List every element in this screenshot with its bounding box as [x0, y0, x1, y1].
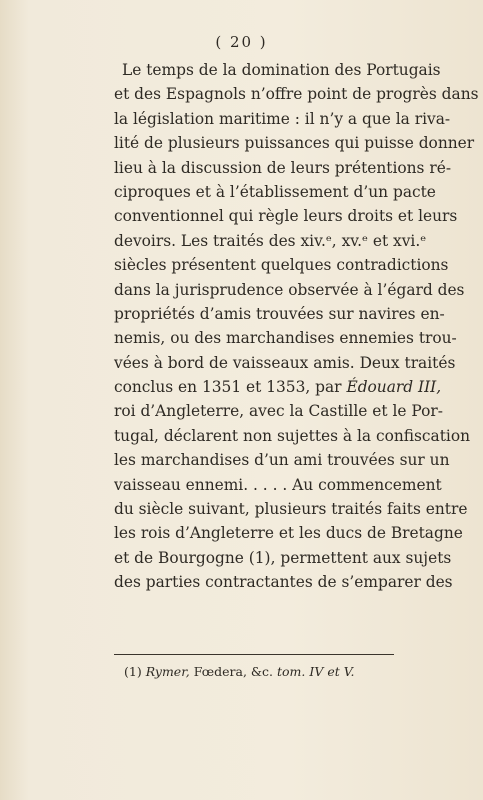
text-line: des parties contractantes de s’emparer des — [114, 573, 453, 592]
text-line: du siècle suivant, plusieurs traités faits entre — [114, 500, 468, 519]
page-number: ( 20 ) — [215, 33, 268, 51]
text-line: vées à bord de vaisseaux amis. Deux traités — [114, 353, 456, 372]
text-line: les rois d’Angleterre et les ducs de Bretagne — [114, 524, 463, 543]
footnote-tom: tom. — [277, 664, 306, 679]
text-line: lité de plusieurs puissances qui puisse donner — [114, 134, 475, 153]
text-line: conventionnel qui règle leurs droits et leurs — [114, 207, 458, 226]
footnote-marker: (1) — [124, 664, 142, 679]
text-line: nemis, ou des marchandises ennemies trou- — [114, 329, 457, 348]
text-line: siècles présentent quelques contradictions — [114, 256, 449, 275]
text-line: lieu à la discussion de leurs prétentions ré- — [114, 158, 452, 177]
edouard-name: Édouard III, — [346, 378, 442, 397]
text-line: vaisseau ennemi. . . . . Au commencement — [114, 475, 442, 494]
text-line: et des Espagnols n’offre point de progrès dans — [114, 85, 479, 104]
footnote-volumes: IV et V. — [309, 664, 355, 679]
text-line-edouard — [114, 375, 442, 399]
text-line: propriétés d’amis trouvées sur navires en- — [114, 304, 445, 323]
body-text — [114, 58, 479, 595]
footnote — [124, 664, 355, 679]
footnote-work: Fœdera, &c. — [193, 664, 274, 679]
footnote-rule — [114, 654, 394, 655]
text-line: et de Bourgogne (1), permettent aux sujets — [114, 548, 452, 567]
text-line: les marchandises d’un ami trouvées sur un — [114, 451, 450, 470]
text-line: Le temps de la domination des Portugais — [122, 61, 441, 79]
text-line: dans la jurisprudence observée à l’égard des — [114, 280, 465, 299]
text-line: devoirs. Les traités des xiv.ᵉ, xv.ᵉ et xvi.ᵉ — [114, 231, 427, 250]
text-line: tugal, déclarent non sujettes à la confiscation — [114, 426, 471, 445]
text-line: ciproques et à l’établissement d’un pacte — [114, 182, 436, 201]
text-line: la législation maritime : il n’y a que la riva- — [114, 109, 451, 128]
text-line: roi d’Angleterre, avec la Castille et le Por- — [114, 402, 443, 421]
text-line-start: conclus en 1351 et 1353, par — [114, 378, 342, 397]
footnote-author: Rymer, — [145, 664, 190, 679]
